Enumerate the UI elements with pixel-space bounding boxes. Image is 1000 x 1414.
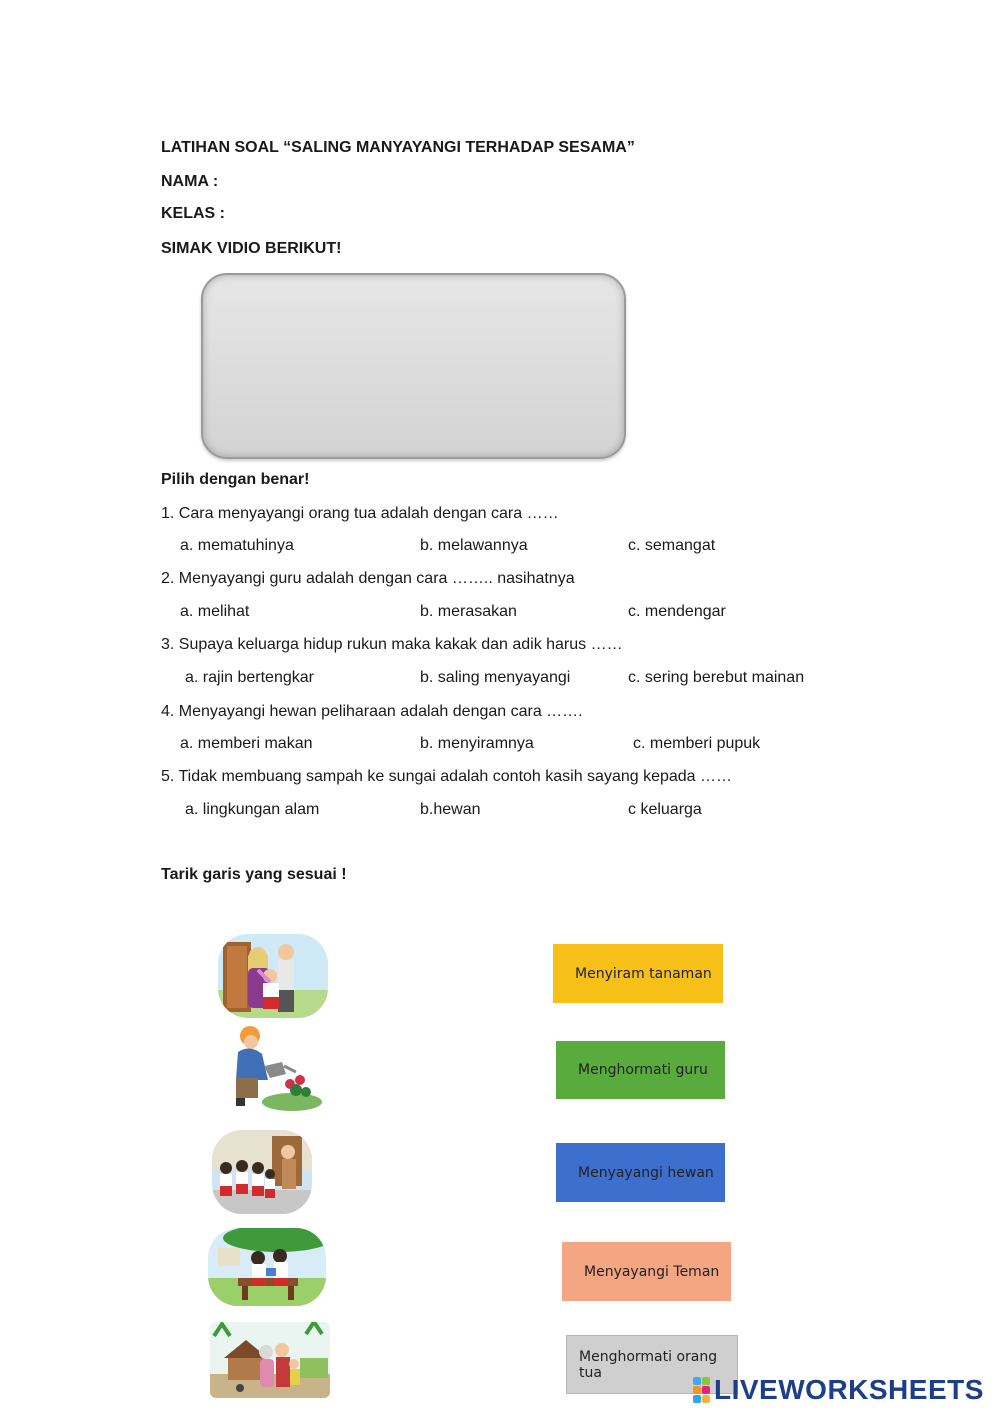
- q4-option-c[interactable]: c. memberi pupuk: [633, 735, 761, 752]
- match-label-menyayangi-teman[interactable]: Menyayangi Teman: [562, 1242, 731, 1301]
- q4-option-a[interactable]: a. memberi makan: [180, 735, 313, 752]
- illustration-students-teacher[interactable]: [212, 1130, 312, 1214]
- liveworksheets-brand[interactable]: [693, 1374, 984, 1406]
- q1-option-c[interactable]: c. semangat: [628, 537, 716, 554]
- illustration-friends-bench[interactable]: [208, 1228, 326, 1306]
- class-label: KELAS :: [161, 205, 225, 222]
- match-label-menyiram-tanaman[interactable]: Menyiram tanaman: [553, 944, 723, 1003]
- q5-option-c[interactable]: c keluarga: [628, 801, 702, 818]
- question-4: 4. Menyayangi hewan peliharaan adalah dengan cara …….: [161, 703, 583, 720]
- q5-option-a[interactable]: a. lingkungan alam: [185, 801, 320, 818]
- match-label-menghormati-orang-tua[interactable]: Menghormati orang tua: [566, 1335, 738, 1394]
- video-player[interactable]: [201, 273, 626, 459]
- match-label-menghormati-guru[interactable]: Menghormati guru: [556, 1041, 725, 1099]
- q4-option-b[interactable]: b. menyiramnya: [420, 735, 534, 752]
- match-heading: Tarik garis yang sesuai !: [161, 866, 347, 883]
- q3-option-a[interactable]: a. rajin bertengkar: [185, 669, 314, 686]
- video-instruction: SIMAK VIDIO BERIKUT!: [161, 240, 342, 257]
- q2-option-a[interactable]: a. melihat: [180, 603, 250, 620]
- illustration-watering-plant[interactable]: [224, 1022, 324, 1114]
- name-label: NAMA :: [161, 173, 219, 190]
- illustration-family-house[interactable]: [210, 1322, 330, 1398]
- q1-option-b[interactable]: b. melawannya: [420, 537, 528, 554]
- worksheet-title: LATIHAN SOAL “SALING MANYAYANGI TERHADAP SESAMA”: [161, 139, 635, 156]
- question-2: 2. Menyayangi guru adalah dengan cara …….. nasihatnya: [161, 570, 575, 587]
- q2-option-c[interactable]: c. mendengar: [628, 603, 726, 620]
- q3-option-c[interactable]: c. sering berebut mainan: [628, 669, 805, 686]
- match-label-menyayangi-hewan[interactable]: Menyayangi hewan: [556, 1143, 725, 1202]
- question-3: 3. Supaya keluarga hidup rukun maka kakak dan adik harus ……: [161, 636, 623, 653]
- q2-option-b[interactable]: b. merasakan: [420, 603, 517, 620]
- illustration-family-door[interactable]: [218, 934, 328, 1018]
- liveworksheets-logo-icon: [693, 1377, 710, 1403]
- q1-option-a[interactable]: a. mematuhinya: [180, 537, 294, 554]
- choice-heading: Pilih dengan benar!: [161, 471, 310, 488]
- q3-option-b[interactable]: b. saling menyayangi: [420, 669, 571, 686]
- brand-name: LIVEWORKSHEETS: [714, 1374, 984, 1405]
- question-1: 1. Cara menyayangi orang tua adalah dengan cara ……: [161, 505, 559, 522]
- question-5: 5. Tidak membuang sampah ke sungai adalah contoh kasih sayang kepada ……: [161, 768, 733, 785]
- q5-option-b[interactable]: b.hewan: [420, 801, 481, 818]
